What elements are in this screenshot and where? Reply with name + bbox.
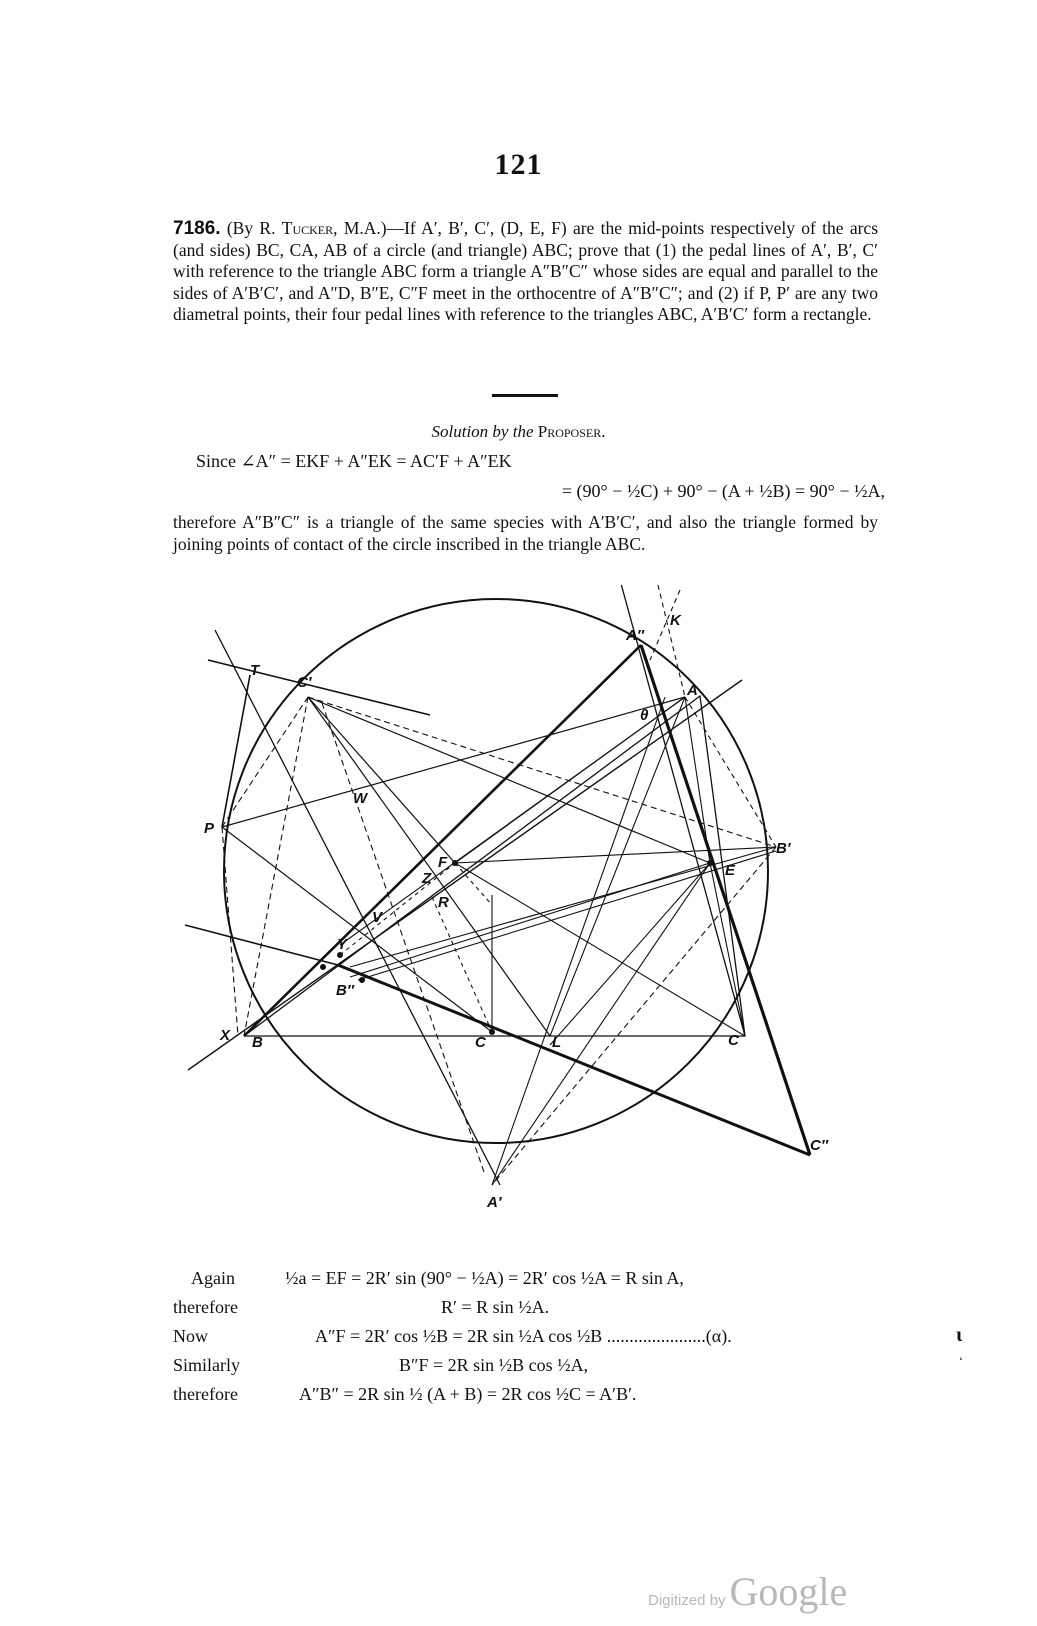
label-w: W [353, 790, 368, 807]
line-c1-f [308, 697, 455, 863]
label-p: P [204, 820, 215, 837]
author-rest: , M.A.)— [333, 218, 405, 238]
line-p-b1 [222, 827, 710, 830]
problem-statement [173, 218, 878, 326]
label-b2: B″ [336, 982, 355, 999]
point-e [707, 860, 713, 866]
equation-line-1: Since ∠A″ = EKF + A″EK = AC′F + A″EK [196, 451, 512, 471]
line-t-p [222, 675, 250, 827]
line-a2-c2 [641, 645, 810, 1155]
line-t-c1 [208, 660, 430, 715]
line-p-c [222, 827, 492, 1032]
page-number: 121 [494, 148, 543, 181]
section-rule [492, 394, 558, 397]
label-x: X [220, 1027, 231, 1044]
geometry-figure [180, 585, 860, 1235]
dashed-a-b1 [685, 697, 776, 847]
label-k: K [670, 612, 681, 629]
label-c1: C′ [297, 674, 312, 691]
point-x [320, 964, 326, 970]
margin-mark: ɩ [956, 1324, 963, 1346]
solution-paragraph: therefore A″B″C″ is a triangle of the same species with A′B′C′, and also the triangle formed by joining points of contact of the circle inscribed in the triangle ABC. [173, 512, 878, 554]
line-p-a [222, 697, 685, 827]
label-theta: θ [640, 707, 649, 724]
label-c-mid: C [475, 1034, 486, 1051]
derivation-label-3: Now [173, 1326, 208, 1346]
label-b: B [252, 1034, 263, 1051]
point-c-mid [489, 1029, 495, 1035]
line-a-e [685, 697, 710, 863]
label-a2: A″ [626, 627, 645, 644]
label-y: Y [337, 936, 348, 953]
problem-text: If A′, B′, C′, (D, E, F) are the mid-points respectively of the arcs (and sides) BC, CA, AB of a circle (and triangle) ABC; prove that (1) the pedal lines of A′, B′, C′ with reference to the triangle ABC form a triangle A″B″C″ whose sides are equal and parallel to the sides of A′B′C′, and A″D, B″E, C″F meet in the orthocentre of A″B″C″; and (2) if P, P′ are any two diametral points, their four pedal lines with reference to the triangles ABC, A′B′C′ form a rectangle. [173, 218, 878, 324]
solution-by: Solution by the [431, 422, 534, 441]
point-f [452, 860, 458, 866]
line-f-x [340, 697, 685, 945]
derivation-expr-3: A″F = 2R′ cos ½B = 2R sin ½A cos ½B ......................(α). [315, 1326, 732, 1346]
derivation-label-2: therefore [173, 1297, 238, 1317]
label-c: C [728, 1032, 739, 1049]
line-b1-a1 [492, 847, 776, 1185]
dashed-p-x [222, 827, 238, 1036]
line-b1-l [550, 847, 776, 1036]
label-e: E [725, 862, 736, 879]
line-a-c2 [550, 697, 685, 1036]
line-p-w [222, 725, 620, 827]
author-open: (By R. [226, 218, 282, 238]
line-e-a1 [492, 863, 710, 1185]
derivation-label-4: Similarly [173, 1355, 240, 1375]
label-v: V [372, 909, 383, 926]
solution-heading [0, 422, 1037, 442]
watermark-google: Google [729, 1569, 848, 1614]
dashed-p-a [222, 697, 308, 827]
dashed-r-c [432, 897, 492, 1032]
derivation-expr-1: ½a = EF = 2R′ sin (90° − ½A) = 2R′ cos ½A = R sin A, [285, 1268, 684, 1288]
derivation-expr-4: B″F = 2R sin ½B cos ½A, [399, 1355, 589, 1375]
label-f: F [438, 854, 448, 871]
equation-line-2: = (90° − ½C) + 90° − (A + ½B) = 90° − ½A, [561, 481, 885, 501]
margin-mark-small: ʻ [959, 1354, 963, 1368]
label-c2: C″ [810, 1137, 829, 1154]
label-b1: B′ [776, 840, 791, 857]
line-b2-e2 [358, 851, 776, 980]
line-x-c2 [244, 1036, 810, 1155]
derivation-expr-5: A″B″ = 2R sin ½ (A + B) = 2R cos ½C = A′B′. [299, 1384, 637, 1404]
problem-number: 7186. [173, 218, 221, 239]
line-b-a2 [244, 645, 641, 1036]
label-l: L [552, 1034, 562, 1051]
derivation-expr-2: R′ = R sin ½A. [441, 1297, 550, 1317]
point-b2 [359, 977, 365, 983]
label-a: A [687, 682, 698, 699]
label-z: Z [422, 870, 432, 887]
solution-author: Proposer. [537, 422, 606, 441]
dashed-c1-b1 [308, 697, 776, 847]
derivation-label-1: Again [191, 1268, 235, 1288]
label-a1: A′ [487, 1194, 502, 1211]
line-t-ext [430, 700, 620, 715]
dashed-e-c [610, 847, 776, 1036]
label-t: T [250, 662, 260, 679]
line-f-c [455, 863, 745, 1036]
watermark-small: Digitized by [648, 1592, 726, 1609]
line-e-c [710, 863, 745, 1036]
derivation-label-5: therefore [173, 1384, 238, 1404]
label-r: R [438, 894, 449, 911]
dashed-k-a [658, 585, 685, 697]
digitized-watermark [648, 1568, 847, 1615]
line-a-a1 [492, 697, 665, 1185]
author-name: Tucker [281, 218, 334, 238]
triangle-abc [244, 696, 745, 1036]
